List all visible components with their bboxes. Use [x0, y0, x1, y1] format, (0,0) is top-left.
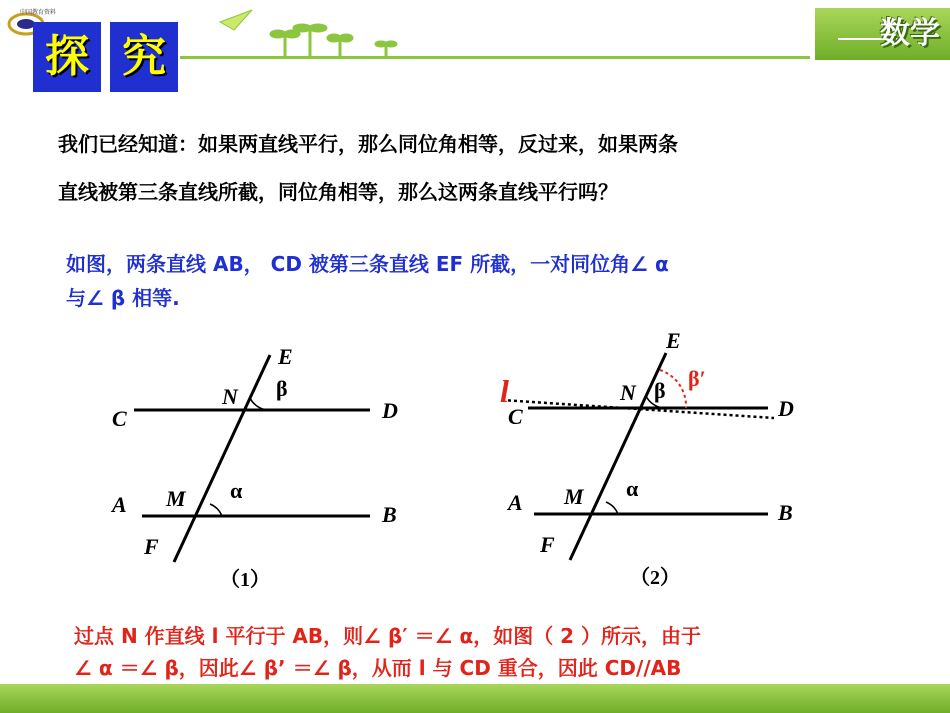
- label-d: D: [382, 398, 398, 423]
- label-b: B: [778, 500, 793, 525]
- label-alpha: α: [230, 478, 243, 503]
- label-n: N: [620, 380, 636, 405]
- label-c: C: [508, 404, 523, 429]
- label-f: F: [144, 534, 159, 559]
- conclusion-line-2: ∠ α ＝∠ β，因此∠ β’ ＝∠ β，从而 l 与 CD 重合，因此 CD//AB: [74, 656, 682, 680]
- label-c: C: [112, 406, 127, 431]
- label-e: E: [278, 344, 293, 369]
- problem-line-2: 与∠ β 相等.: [66, 286, 180, 310]
- header-divider: [180, 56, 810, 59]
- label-m: M: [166, 486, 186, 511]
- intro-line-2: 直线被第三条直线所截，同位角相等，那么这两条直线平行吗？: [58, 180, 618, 204]
- intro-line-1: 我们已经知道：如果两直线平行，那么同位角相等，反过来，如果两条: [58, 132, 678, 156]
- label-a: A: [508, 490, 523, 515]
- label-f: F: [540, 532, 555, 557]
- label-alpha: α: [626, 476, 639, 501]
- title-box-2: [110, 22, 178, 92]
- label-n: N: [222, 384, 238, 409]
- figure-1-caption: （1）: [220, 569, 270, 591]
- angle-alpha-arc: [606, 502, 618, 514]
- title-char-1: 探: [45, 31, 89, 82]
- label-b: B: [382, 502, 397, 527]
- problem-line-1: 如图，两条直线 AB， CD 被第三条直线 EF 所截，一对同位角∠ α: [66, 252, 669, 276]
- conclusion-line-1: 过点 N 作直线 l 平行于 AB，则∠ β′ ＝∠ α，如图（ 2 ）所示，由于: [74, 624, 702, 648]
- subject-label: 数学: [880, 16, 940, 51]
- label-beta-prime: β′: [688, 366, 706, 391]
- line-ef: [570, 353, 666, 560]
- title-char-2: 究: [122, 31, 166, 82]
- label-beta: β: [654, 378, 666, 403]
- label-d: D: [778, 396, 794, 421]
- title-box-1: [33, 22, 101, 92]
- footer-bar: [0, 684, 950, 713]
- angle-beta-arc: [250, 398, 272, 410]
- label-l: l: [500, 373, 509, 409]
- figure-2: [490, 320, 810, 600]
- label-beta: β: [276, 376, 288, 401]
- angle-alpha-arc: [210, 504, 222, 516]
- label-e: E: [666, 328, 681, 353]
- figure-2-caption: （2）: [630, 567, 680, 589]
- plant-decoration-icon: [190, 0, 610, 58]
- label-a: A: [112, 492, 127, 517]
- logo-text: 中国教育资料: [20, 10, 57, 16]
- label-m: M: [564, 484, 584, 509]
- figure-1: [100, 330, 420, 600]
